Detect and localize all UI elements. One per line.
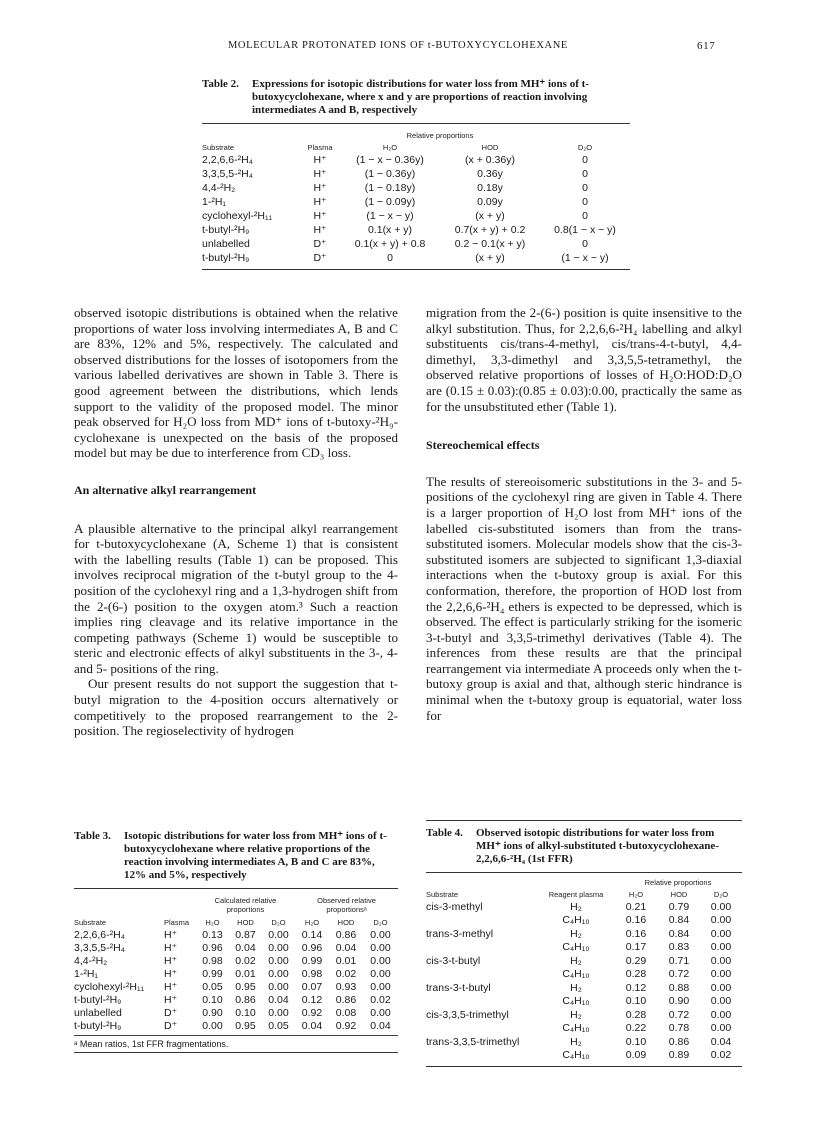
table-cell: (1 − x − y) xyxy=(561,252,609,265)
table-cell: H⁺ xyxy=(164,928,178,941)
column-header: HOD xyxy=(670,889,688,899)
table-row xyxy=(202,224,630,238)
table-row xyxy=(426,969,742,983)
table-cell: H⁺ xyxy=(313,154,327,167)
table-cell: (1 − 0.18y) xyxy=(364,182,416,195)
table-cell: 0.92 xyxy=(335,1019,357,1032)
table-cell: 0.86 xyxy=(668,1035,690,1048)
table-cell: C₄H₁₀ xyxy=(562,941,590,954)
table-row xyxy=(426,942,742,956)
table-cell: 0.84 xyxy=(668,927,690,940)
table-cell: H⁺ xyxy=(164,967,178,980)
table-cell: trans-3-t-butyl xyxy=(426,981,491,994)
table-cell: 0.21 xyxy=(625,900,647,913)
table-cell: 0.16 xyxy=(625,927,647,940)
table-cell: 0.93 xyxy=(335,980,357,993)
table-cell: cis-3-methyl xyxy=(426,900,483,913)
table-row xyxy=(74,955,398,968)
table-3-end-rule xyxy=(74,1052,398,1053)
table-cell: 0.00 xyxy=(370,1006,391,1019)
table-cell: 0.99 xyxy=(301,954,323,967)
table-4 xyxy=(426,820,742,1067)
table-cell: 0.98 xyxy=(202,954,223,967)
table-cell: 0.10 xyxy=(625,995,647,1008)
table-cell: t-butyl-²H₉ xyxy=(74,1019,122,1032)
table-cell: trans-3-methyl xyxy=(426,927,494,940)
table-3-grid xyxy=(74,894,398,1033)
column-header: H₂O xyxy=(304,918,320,927)
table-4-caption-text: Observed isotopic distributions for water loss from MH⁺ ions of alkyl-substituted t-butoxycyclohexane-2,2,6,6-²H₄ (1st FFR) xyxy=(476,827,719,865)
table-cell: 0.00 xyxy=(268,980,289,993)
table-cell: (1 − x − 0.36y) xyxy=(356,154,424,167)
table-cell: 0.00 xyxy=(710,900,732,913)
table-row xyxy=(74,1020,398,1033)
table-cell: 0.10 xyxy=(235,1006,256,1019)
table-cell: 0.84 xyxy=(668,914,690,927)
table-cell: H⁺ xyxy=(313,182,327,195)
table-4-caption xyxy=(426,827,742,866)
table-cell: 0.2 − 0.1(x + y) xyxy=(454,238,526,251)
table-cell: H⁺ xyxy=(313,168,327,181)
column-header: HOD xyxy=(237,918,254,927)
table-2-bottom-rule xyxy=(202,269,630,270)
table-cell: 0.02 xyxy=(335,967,357,980)
table-row xyxy=(74,968,398,981)
table-row xyxy=(202,252,630,266)
column-header: HOD xyxy=(337,918,355,927)
table-2-group-header: Relative proportions xyxy=(406,130,474,140)
table-row xyxy=(74,1007,398,1020)
table-cell: H₂ xyxy=(570,1035,582,1048)
table-cell: t-butyl-²H₉ xyxy=(74,993,122,1006)
table-cell: 0.00 xyxy=(370,954,391,967)
table-cell: 0.10 xyxy=(625,1035,647,1048)
table-cell: H₂ xyxy=(570,900,582,913)
table-row xyxy=(426,1036,742,1050)
table-cell: trans-3,3,5-trimethyl xyxy=(426,1035,520,1048)
table-cell: (1 − x − y) xyxy=(366,210,414,223)
table-cell: 0.95 xyxy=(235,980,256,993)
table-cell: 3,3,5,5-²H₄ xyxy=(74,941,125,954)
table-cell: 0.89 xyxy=(668,1049,690,1062)
table-row xyxy=(202,168,630,182)
table-cell: unlabelled xyxy=(74,1006,122,1019)
table-2-top-rule xyxy=(202,123,630,124)
table-cell: (1 − 0.36y) xyxy=(364,168,416,181)
table-row xyxy=(426,915,742,929)
table-cell: 0.10 xyxy=(202,993,223,1006)
table-row xyxy=(74,942,398,955)
table-2-caption xyxy=(202,78,630,117)
table-3-caption xyxy=(74,830,398,882)
table-cell: 0.92 xyxy=(301,1006,323,1019)
table-cell: 0.7(x + y) + 0.2 xyxy=(454,224,526,237)
table-row xyxy=(202,154,630,168)
table-cell: C₄H₁₀ xyxy=(562,968,590,981)
column-header: Substrate xyxy=(74,918,107,927)
table-4-label: Table 4. xyxy=(426,827,463,839)
table-cell: unlabelled xyxy=(202,238,250,251)
running-title: MOLECULAR PROTONATED IONS OF t-BUTOXYCYCLOHEXANE xyxy=(228,40,568,51)
table-cell: 0.00 xyxy=(370,941,391,954)
table-3-caption-text: Isotopic distributions for water loss from MH⁺ ions of t-butoxycyclohexane where relative proportions of the reaction involving intermediates A, B and C are 83%, 12% and 5%, respectively xyxy=(124,830,387,881)
table-row xyxy=(426,1009,742,1023)
table-cell: 0.02 xyxy=(710,1049,732,1062)
table-2-grid xyxy=(202,130,630,266)
right-column xyxy=(426,305,742,723)
table-cell: C₄H₁₀ xyxy=(562,1022,590,1035)
table-3-group-obs: Observed relative proportionsᵃ xyxy=(317,896,376,914)
table-cell: 0.17 xyxy=(625,941,647,954)
table-cell: 0.02 xyxy=(235,954,256,967)
table-cell: 0.00 xyxy=(268,1006,289,1019)
table-cell: 0.87 xyxy=(235,928,256,941)
page-number: 617 xyxy=(697,40,716,52)
table-cell xyxy=(426,996,538,1010)
table-row xyxy=(202,210,630,224)
table-cell: 0.00 xyxy=(710,954,732,967)
left-para-3: Our present results do not support the suggestion that t-butyl migration to the 4-position occurs alternatively or competitively to the proposed rearrangement to the 2-position. The regioselectivity of hydrogen xyxy=(74,676,398,739)
table-cell: H₂ xyxy=(570,954,582,967)
right-para-2: The results of stereoisomeric substitutions in the 3- and 5- positions of the cyclohexyl ring are given in Table 4. There is a larger proportion of H₂O lost from MH⁺ ions of the labelled cis-substituted isomers than from the trans-substituted isomers. Molecular models show that the cis-3-substituted isomers are subjected to significant 1,3-diaxial interactions when the t-butoxy group is axial. For this conformation, therefore, the proportion of HOD lost from the 2,2,6,6-²H₄ ethers is expected to be depressed, which is observed. The effect is particularly striking for the isomeric 3-t-butyl and 3,3,5-trimethyl derivatives (Table 4). The inferences from these results are that the principal rearrangement via intermediate A proceeds only when the t-butoxy group is axial and that, although steric hindrance is minimal when the t-butoxy group is equatorial, water loss for xyxy=(426,473,742,723)
table-4-bottom-rule xyxy=(426,1066,742,1067)
table-3-top-rule xyxy=(74,888,398,889)
table-cell: 0.00 xyxy=(710,927,732,940)
table-cell: 0.07 xyxy=(301,980,323,993)
table-cell: 0.00 xyxy=(710,914,732,927)
column-header: Plasma xyxy=(307,142,333,152)
column-header: Substrate xyxy=(202,142,235,152)
table-2-caption-text: Expressions for isotopic distributions for water loss from MH⁺ ions of t-butoxycyclohexane, where x and y are proportions of reaction involving intermediates A and B, respectively xyxy=(252,78,589,116)
table-cell: C₄H₁₀ xyxy=(562,995,590,1008)
table-row xyxy=(426,955,742,969)
table-cell: 0.00 xyxy=(370,928,391,941)
table-cell: 0 xyxy=(582,238,588,251)
table-cell: 0.00 xyxy=(202,1019,223,1032)
table-row xyxy=(426,996,742,1010)
table-cell: 0.90 xyxy=(668,995,690,1008)
table-cell: D⁺ xyxy=(313,252,327,265)
table-cell: (x + y) xyxy=(475,210,505,223)
table-cell: 0.12 xyxy=(301,993,323,1006)
table-cell: (1 − 0.09y) xyxy=(364,196,416,209)
table-cell: 0.13 xyxy=(202,928,223,941)
column-header: H₂O xyxy=(382,142,398,152)
table-3-group-calc: Calculated relative proportions xyxy=(214,896,277,914)
table-cell: 0.00 xyxy=(710,1022,732,1035)
table-cell: 0.79 xyxy=(668,900,690,913)
table-cell: cis-3-t-butyl xyxy=(426,954,481,967)
column-header: D₂O xyxy=(373,918,388,927)
column-header: HOD xyxy=(481,142,499,152)
table-cell: 0.00 xyxy=(370,980,391,993)
table-row xyxy=(202,238,630,252)
table-2 xyxy=(202,78,630,270)
table-cell: 0.08 xyxy=(335,1006,357,1019)
table-cell: 0.04 xyxy=(335,941,357,954)
table-cell: cyclohexyl-²H₁₁ xyxy=(74,980,145,993)
table-cell: 0.00 xyxy=(268,928,289,941)
table-cell: 2,2,6,6-²H₄ xyxy=(202,154,253,167)
left-column xyxy=(74,305,398,739)
table-cell: H₂ xyxy=(570,981,582,994)
table-cell: 0.14 xyxy=(301,928,323,941)
table-cell: 1-²H₁ xyxy=(202,196,226,209)
table-cell: H⁺ xyxy=(164,980,178,993)
table-cell: 0 xyxy=(582,168,588,181)
table-cell: cis-3,3,5-trimethyl xyxy=(426,1008,509,1021)
table-cell: 0.00 xyxy=(710,941,732,954)
table-cell: 0.86 xyxy=(335,928,357,941)
table-4-top-rule xyxy=(426,872,742,873)
table-cell: C₄H₁₀ xyxy=(562,914,590,927)
left-heading: An alternative alkyl rearrangement xyxy=(74,482,257,497)
table-cell: 0 xyxy=(582,196,588,209)
table-cell xyxy=(426,942,538,956)
table-cell: 3,3,5,5-²H₄ xyxy=(202,168,253,181)
table-cell: 0.00 xyxy=(268,967,289,980)
table-cell: H₂ xyxy=(570,1008,582,1021)
table-row xyxy=(426,1050,742,1064)
column-header: Substrate xyxy=(426,889,459,899)
table-cell: 0.88 xyxy=(668,981,690,994)
table-cell: 0.05 xyxy=(202,980,223,993)
table-cell: H⁺ xyxy=(164,993,178,1006)
table-cell: t-butyl-²H₉ xyxy=(202,224,250,237)
table-cell: 4,4-²H₂ xyxy=(202,182,236,195)
table-cell: H⁺ xyxy=(313,210,327,223)
column-header: H₂O xyxy=(205,918,220,927)
column-header: D₂O xyxy=(577,142,593,152)
table-cell: 0.83 xyxy=(668,941,690,954)
table-row xyxy=(202,182,630,196)
table-4-pre-rule xyxy=(426,820,742,821)
table-cell: D⁺ xyxy=(164,1019,178,1032)
table-cell: (x + 0.36y) xyxy=(465,154,515,167)
table-cell: t-butyl-²H₉ xyxy=(202,252,250,265)
table-cell: 0 xyxy=(582,154,588,167)
table-cell xyxy=(426,1023,538,1037)
running-head xyxy=(0,32,816,52)
table-cell: 0.00 xyxy=(710,981,732,994)
left-para-1: observed isotopic distributions is obtained when the relative proportions of water loss involving intermediates A, B and C are 83%, 12% and 5%, respectively. The calculated and observed distributions for the losses of isotopomers from the various labelled derivatives are shown in Table 3. There is good agreement between the distributions, which lends support to the validity of the proposed model. The minor peak observed for H₂O loss from MD⁺ ions of t-butoxy-²H₉-cyclohexane is unexpected on the basis of the proposed model but may be due to interference from CD₃ loss. xyxy=(74,305,398,461)
table-cell: H⁺ xyxy=(164,954,178,967)
table-cell: 0.04 xyxy=(301,1019,323,1032)
left-para-2: A plausible alternative to the principal alkyl rearrangement for t-butoxycyclohexane (A, Scheme 1) that is consistent with the labelling results (Table 1) can be proposed. This involves reciprocal migration of the t-butyl group to the 4-position of the cyclohexyl ring and a 1,3-hydrogen shift from the 2-(6-) position to the oxygen atom.³ Such a reaction implies ring cleavage and its relative importance in the competing pathways (Scheme 1) would be susceptible to steric and electronic effects of alkyl substituents in the 3-, 4- and 5- positions of the ring. xyxy=(74,520,398,676)
table-cell: 0.86 xyxy=(235,993,256,1006)
table-cell: 0.12 xyxy=(625,981,647,994)
table-4-grid xyxy=(426,877,742,1063)
table-cell: D⁺ xyxy=(313,238,327,251)
column-header: H₂O xyxy=(628,889,644,899)
table-cell: H⁺ xyxy=(313,224,327,237)
table-row xyxy=(74,929,398,942)
table-cell: 0.04 xyxy=(235,941,256,954)
column-header: D₂O xyxy=(271,918,286,927)
table-row xyxy=(426,1023,742,1037)
table-cell: 0.72 xyxy=(668,968,690,981)
table-cell: 0.02 xyxy=(370,993,391,1006)
table-cell: C₄H₁₀ xyxy=(562,1049,590,1062)
table-cell: H₂ xyxy=(570,927,582,940)
table-row xyxy=(426,901,742,915)
table-cell: 0.00 xyxy=(268,941,289,954)
table-cell: 0.09y xyxy=(477,196,503,209)
table-2-label: Table 2. xyxy=(202,78,239,90)
column-header: Plasma xyxy=(164,918,190,927)
table-row xyxy=(426,928,742,942)
table-4-group-header: Relative proportions xyxy=(644,877,712,887)
table-cell: 2,2,6,6-²H₄ xyxy=(74,928,125,941)
table-cell: 0.00 xyxy=(710,968,732,981)
table-cell: 0.00 xyxy=(268,954,289,967)
table-3-bottom-rule xyxy=(74,1035,398,1036)
table-cell: 0.96 xyxy=(301,941,323,954)
table-cell: 0 xyxy=(582,182,588,195)
table-3-label: Table 3. xyxy=(74,830,111,842)
table-cell: 0.8(1 − x − y) xyxy=(554,224,616,237)
table-row xyxy=(74,981,398,994)
table-cell: 0.00 xyxy=(370,967,391,980)
table-cell: (x + y) xyxy=(475,252,505,265)
table-cell: 0.00 xyxy=(710,995,732,1008)
table-3-footnote: ᵃ Mean ratios, 1st FFR fragmentations. xyxy=(74,1039,229,1049)
table-3 xyxy=(74,830,398,1053)
table-cell: cyclohexyl-²H₁₁ xyxy=(202,210,273,223)
table-cell: 0.1(x + y) + 0.8 xyxy=(354,238,426,251)
table-cell: 0.99 xyxy=(202,967,223,980)
right-heading: Stereochemical effects xyxy=(426,438,540,453)
table-cell: 0.36y xyxy=(477,168,503,181)
table-cell: 0.04 xyxy=(268,993,289,1006)
table-cell: 0.04 xyxy=(710,1035,732,1048)
table-cell: 0.90 xyxy=(202,1006,223,1019)
right-para-1: migration from the 2-(6-) position is quite insensitive to the alkyl substitution. Thus, for 2,2,6,6-²H₄ labelling and alkyl substituents cis/trans-4-methyl, cis/trans-4-t-butyl, 4,4-dimethyl, 3,3-dimethyl and 3,3,5,5-tetramethyl, the observed relative proportions of losses of H₂O:HOD:D₂O are (0.15 ± 0.03):(0.85 ± 0.03):0.00, practically the same as for the unsubstituted ether (Table 1). xyxy=(426,305,742,414)
table-cell: 0.18y xyxy=(477,182,503,195)
table-cell: 0.29 xyxy=(625,954,647,967)
table-cell: D⁺ xyxy=(164,1006,178,1019)
table-cell: 0 xyxy=(582,210,588,223)
table-cell: 0.95 xyxy=(235,1019,256,1032)
column-header: D₂O xyxy=(713,889,729,899)
table-cell: 0.01 xyxy=(335,954,357,967)
table-cell: H⁺ xyxy=(164,941,178,954)
table-cell: 0.28 xyxy=(625,1008,647,1021)
table-cell xyxy=(426,915,538,929)
table-cell: 0.01 xyxy=(235,967,256,980)
table-cell: 0.71 xyxy=(668,954,690,967)
table-cell: 0.09 xyxy=(625,1049,647,1062)
column-header: Reagent plasma xyxy=(548,889,604,899)
table-cell: 0.98 xyxy=(301,967,323,980)
table-cell: 0 xyxy=(387,252,393,265)
table-cell: 4,4-²H₂ xyxy=(74,954,108,967)
table-cell: H⁺ xyxy=(313,196,327,209)
table-cell: 0.05 xyxy=(268,1019,289,1032)
table-row xyxy=(426,982,742,996)
table-cell: 0.78 xyxy=(668,1022,690,1035)
table-row xyxy=(74,994,398,1007)
table-cell: 0.22 xyxy=(625,1022,647,1035)
table-cell: 0.1(x + y) xyxy=(367,224,413,237)
table-cell xyxy=(426,1050,538,1064)
table-cell: 0.28 xyxy=(625,968,647,981)
table-cell: 0.72 xyxy=(668,1008,690,1021)
table-cell: 0.16 xyxy=(625,914,647,927)
table-cell: 1-²H₁ xyxy=(74,967,98,980)
table-cell: 0.86 xyxy=(335,993,357,1006)
table-row xyxy=(202,196,630,210)
table-cell: 0.04 xyxy=(370,1019,391,1032)
table-cell: 0.96 xyxy=(202,941,223,954)
table-cell xyxy=(426,969,538,983)
table-cell: 0.00 xyxy=(710,1008,732,1021)
